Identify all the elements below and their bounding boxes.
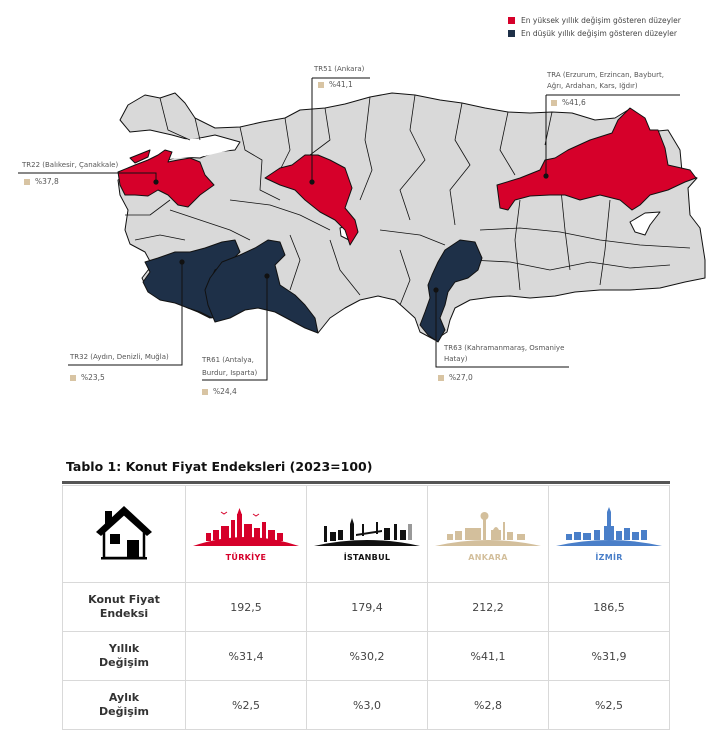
row-header-line: Konut Fiyat — [88, 593, 160, 606]
table-cell: %2,5 — [186, 681, 307, 730]
table-row-annual — [63, 632, 670, 681]
header-izmir — [549, 486, 670, 583]
label-tr61 — [202, 355, 257, 379]
row-header-line: Değişim — [98, 705, 149, 718]
table-header-row — [63, 486, 670, 583]
column-label-istanbul: İSTANBUL — [343, 553, 391, 562]
row-header-monthly — [63, 681, 186, 730]
value-text: %41,1 — [329, 80, 353, 89]
row-header-line: Değişim — [98, 656, 149, 669]
label-line: Hatay) — [444, 355, 468, 363]
row-header-index — [63, 583, 186, 632]
label-tr63 — [444, 343, 564, 365]
header-istanbul — [307, 486, 428, 583]
value-tr22 — [24, 177, 59, 186]
row-header-annual — [63, 632, 186, 681]
header-ankara — [428, 486, 549, 583]
table-cell: %31,4 — [186, 632, 307, 681]
label-line: TR61 (Antalya, — [202, 356, 254, 364]
row-header-line: Yıllık — [108, 642, 140, 655]
table-cell: %3,0 — [307, 681, 428, 730]
value-square-icon — [318, 82, 324, 88]
table-cell: %31,9 — [549, 632, 670, 681]
label-line: TRA (Erzurum, Erzincan, Bayburt, — [547, 71, 664, 79]
label-line: Burdur, Isparta) — [202, 369, 258, 377]
label-tr32: TR32 (Aydın, Denizli, Muğla) — [70, 353, 169, 361]
title-rule — [62, 481, 670, 484]
value-square-icon — [551, 100, 557, 106]
value-tr63 — [438, 373, 473, 382]
label-line: Ağrı, Ardahan, Kars, Iğdır) — [547, 82, 638, 90]
label-line: TR63 (Kahramanmaraş, Osmaniye — [444, 344, 565, 352]
header-turkiye — [186, 486, 307, 583]
table-cell: 179,4 — [307, 583, 428, 632]
column-label-ankara: ANKARA — [468, 553, 508, 562]
turkiye-skyline-icon — [191, 506, 301, 548]
value-text: %27,0 — [449, 373, 473, 382]
table-cell: %2,8 — [428, 681, 549, 730]
house-icon — [93, 502, 155, 564]
table-cell: 212,2 — [428, 583, 549, 632]
value-square-icon — [202, 389, 208, 395]
table-cell: %2,5 — [549, 681, 670, 730]
header-house-cell — [63, 486, 186, 583]
label-tra — [547, 70, 664, 92]
label-tr51: TR51 (Ankara) — [314, 65, 365, 73]
table-row-monthly — [63, 681, 670, 730]
table-cell: %41,1 — [428, 632, 549, 681]
izmir-skyline-icon — [554, 506, 664, 548]
table-title: Tablo 1: Konut Fiyat Endeksleri (2023=100) — [66, 459, 373, 474]
value-tr32 — [70, 373, 105, 382]
column-label-izmir: İZMİR — [595, 553, 623, 562]
row-header-line: Endeksi — [99, 607, 149, 620]
value-tr61 — [202, 387, 237, 396]
row-header-line: Aylık — [108, 691, 140, 704]
value-text: %41,6 — [562, 98, 586, 107]
value-text: %24,4 — [213, 387, 237, 396]
legend-label-high: En yüksek yıllık değişim gösteren düzeyler — [521, 16, 681, 25]
value-tra — [551, 98, 586, 107]
value-square-icon — [70, 375, 76, 381]
column-label-turkiye: TÜRKİYE — [225, 553, 267, 562]
value-text: %37,8 — [35, 177, 59, 186]
value-square-icon — [438, 375, 444, 381]
table-cell: %30,2 — [307, 632, 428, 681]
label-tr22: TR22 (Balıkesir, Çanakkale) — [22, 161, 119, 169]
value-text: %23,5 — [81, 373, 105, 382]
table-cell: 186,5 — [549, 583, 670, 632]
istanbul-skyline-icon — [312, 506, 422, 548]
ankara-skyline-icon — [433, 506, 543, 548]
table-cell: 192,5 — [186, 583, 307, 632]
value-tr51 — [318, 80, 353, 89]
table-row-index — [63, 583, 670, 632]
legend-label-low: En düşük yıllık değişim gösteren düzeyler — [521, 29, 677, 38]
house-price-index-table — [62, 485, 670, 730]
value-square-icon — [24, 179, 30, 185]
